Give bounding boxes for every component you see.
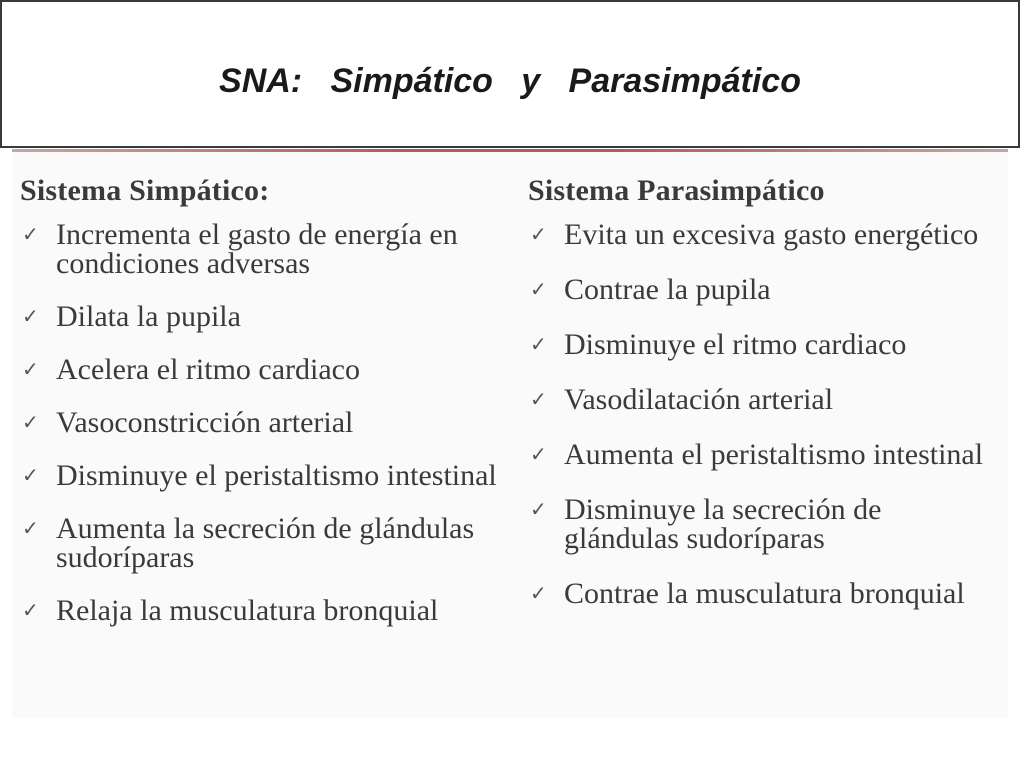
item-text: Aumenta la secreción de glándulas sudoríparas xyxy=(56,512,475,574)
item-text: Dilata la pupila xyxy=(56,300,241,333)
check-icon: ✓ xyxy=(530,332,547,356)
item-text: Disminuye el ritmo cardiaco xyxy=(564,328,907,361)
list-item xyxy=(20,461,510,490)
list-item xyxy=(20,302,510,331)
item-text: Vasodilatación arterial xyxy=(564,383,834,416)
list-item xyxy=(20,514,510,572)
comparison-image xyxy=(12,152,1008,718)
check-icon: ✓ xyxy=(530,222,547,246)
check-icon: ✓ xyxy=(530,387,547,411)
item-text: Disminuye el peristaltismo intestinal xyxy=(56,459,497,492)
list-item xyxy=(528,385,998,414)
parasympathetic-column xyxy=(528,174,998,634)
parasympathetic-heading: Sistema Parasimpático xyxy=(528,174,825,207)
item-text: Acelera el ritmo cardiaco xyxy=(56,353,360,386)
check-icon: ✓ xyxy=(22,463,39,487)
check-icon: ✓ xyxy=(22,222,39,246)
list-item xyxy=(20,355,510,384)
title-box xyxy=(0,0,1020,148)
check-icon: ✓ xyxy=(22,304,39,328)
list-item xyxy=(528,579,998,608)
check-icon: ✓ xyxy=(530,277,547,301)
item-text: Disminuye la secreción de glándulas sudoríparas xyxy=(564,493,882,555)
list-item xyxy=(20,220,510,278)
parasympathetic-list xyxy=(528,220,998,608)
list-item xyxy=(20,596,510,625)
item-text: Incrementa el gasto de energía en condiciones adversas xyxy=(56,218,458,280)
check-icon: ✓ xyxy=(22,410,39,434)
sympathetic-column xyxy=(20,174,510,649)
sympathetic-heading: Sistema Simpático: xyxy=(20,174,270,207)
sympathetic-list xyxy=(20,220,510,625)
list-item xyxy=(528,220,998,249)
list-item xyxy=(528,330,998,359)
item-text: Vasoconstricción arterial xyxy=(56,406,354,439)
check-icon: ✓ xyxy=(530,497,547,521)
check-icon: ✓ xyxy=(22,516,39,540)
item-text: Evita un excesiva gasto energético xyxy=(564,218,979,251)
item-text: Contrae la pupila xyxy=(564,273,771,306)
list-item xyxy=(528,275,998,304)
check-icon: ✓ xyxy=(22,357,39,381)
list-item xyxy=(528,440,998,469)
check-icon: ✓ xyxy=(530,442,547,466)
item-text: Relaja la musculatura bronquial xyxy=(56,594,439,627)
check-icon: ✓ xyxy=(22,598,39,622)
list-item xyxy=(528,495,998,553)
list-item xyxy=(20,408,510,437)
item-text: Aumenta el peristaltismo intestinal xyxy=(564,438,984,471)
slide-title: SNA: Simpático y Parasimpático xyxy=(219,62,801,100)
check-icon: ✓ xyxy=(530,581,547,605)
item-text: Contrae la musculatura bronquial xyxy=(564,577,965,610)
